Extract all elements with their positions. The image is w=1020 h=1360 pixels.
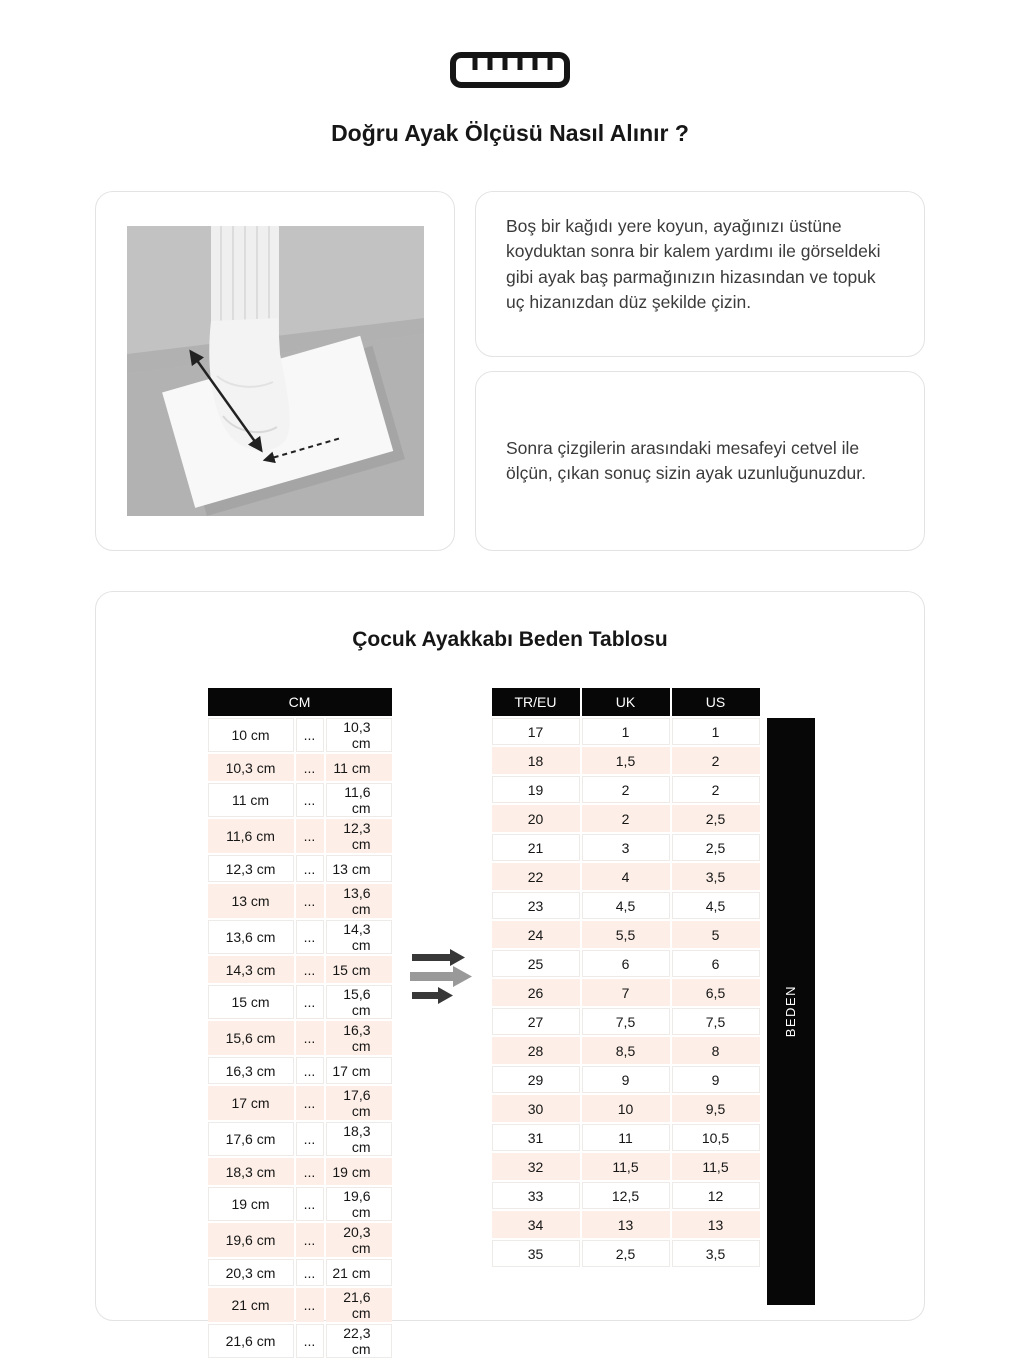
header-icon-wrap bbox=[0, 0, 1020, 90]
us-cell: 8 bbox=[672, 1037, 760, 1064]
cm-from-cell: 17,6 cm bbox=[208, 1122, 294, 1156]
size-table-row bbox=[492, 834, 760, 861]
us-cell: 9 bbox=[672, 1066, 760, 1093]
cm-to-cell: 17,6 cm bbox=[326, 1086, 392, 1120]
cm-to-cell: 14,3 cm bbox=[326, 920, 392, 954]
tr-eu-cell: 22 bbox=[492, 863, 580, 890]
cm-from-cell: 11 cm bbox=[208, 783, 294, 817]
cm-from-cell: 14,3 cm bbox=[208, 956, 294, 983]
cm-table-row bbox=[208, 1057, 392, 1084]
cm-table-row bbox=[208, 783, 392, 817]
us-cell: 3,5 bbox=[672, 863, 760, 890]
uk-cell: 7 bbox=[582, 979, 670, 1006]
tr-eu-cell: 27 bbox=[492, 1008, 580, 1035]
tr-eu-cell: 19 bbox=[492, 776, 580, 803]
size-table-head bbox=[492, 688, 760, 716]
cm-separator-cell: ... bbox=[296, 754, 324, 781]
size-table-row bbox=[492, 1008, 760, 1035]
tr-eu-cell: 30 bbox=[492, 1095, 580, 1122]
cm-to-cell: 11 cm bbox=[326, 754, 392, 781]
cm-from-cell: 21 cm bbox=[208, 1288, 294, 1322]
uk-cell: 7,5 bbox=[582, 1008, 670, 1035]
cm-from-cell: 13,6 cm bbox=[208, 920, 294, 954]
tr-eu-cell: 29 bbox=[492, 1066, 580, 1093]
tr-eu-cell: 28 bbox=[492, 1037, 580, 1064]
cm-separator-cell: ... bbox=[296, 1057, 324, 1084]
cm-table-head bbox=[208, 688, 392, 716]
us-cell: 3,5 bbox=[672, 1240, 760, 1267]
size-table-body bbox=[492, 718, 760, 1267]
uk-cell: 11,5 bbox=[582, 1153, 670, 1180]
uk-cell: 3 bbox=[582, 834, 670, 861]
cm-header-row bbox=[208, 688, 392, 716]
uk-cell: 10 bbox=[582, 1095, 670, 1122]
us-cell: 6 bbox=[672, 950, 760, 977]
instruction-text-1: Boş bir kağıdı yere koyun, ayağınızı üstüne koyduktan sonra bir kalem yardımı ile görseldeki gibi ayak baş parmağınızın hizasından ve topuk uç hizanızdan düz şekilde çizin. bbox=[506, 216, 881, 313]
measurement-photo-card bbox=[95, 191, 455, 551]
instruction-card-1 bbox=[475, 191, 925, 357]
uk-cell: 12,5 bbox=[582, 1182, 670, 1209]
cm-to-cell: 20,3 cm bbox=[326, 1223, 392, 1257]
cm-header-cell: CM bbox=[208, 688, 392, 716]
cm-table-body bbox=[208, 718, 392, 1358]
uk-cell: 13 bbox=[582, 1211, 670, 1238]
tr-eu-cell: 20 bbox=[492, 805, 580, 832]
cm-from-cell: 16,3 cm bbox=[208, 1057, 294, 1084]
cm-from-cell: 15 cm bbox=[208, 985, 294, 1019]
cm-from-cell: 20,3 cm bbox=[208, 1259, 294, 1286]
cm-from-cell: 17 cm bbox=[208, 1086, 294, 1120]
cm-to-cell: 19 cm bbox=[326, 1158, 392, 1185]
uk-cell: 1 bbox=[582, 718, 670, 745]
uk-cell: 6 bbox=[582, 950, 670, 977]
cm-to-cell: 21 cm bbox=[326, 1259, 392, 1286]
cm-separator-cell: ... bbox=[296, 819, 324, 853]
uk-cell: 8,5 bbox=[582, 1037, 670, 1064]
instruction-text-2: Sonra çizgilerin arasındaki mesafeyi cetvel ile ölçün, çıkan sonuç sizin ayak uzunluğunuzdur. bbox=[506, 437, 866, 483]
tr-eu-cell: 18 bbox=[492, 747, 580, 774]
beden-label: BEDEN bbox=[783, 985, 798, 1038]
cm-to-cell: 18,3 cm bbox=[326, 1122, 392, 1156]
cm-table-row bbox=[208, 1086, 392, 1120]
uk-cell: 5,5 bbox=[582, 921, 670, 948]
cm-table-row bbox=[208, 1223, 392, 1257]
cm-table-row bbox=[208, 956, 392, 983]
size-table-title: Çocuk Ayakkabı Beden Tablosu bbox=[352, 628, 668, 651]
cm-separator-cell: ... bbox=[296, 1158, 324, 1185]
size-header-row bbox=[492, 688, 760, 716]
size-table-row bbox=[492, 892, 760, 919]
cm-to-cell: 11,6 cm bbox=[326, 783, 392, 817]
cm-from-cell: 10 cm bbox=[208, 718, 294, 752]
cm-to-cell: 22,3 cm bbox=[326, 1324, 392, 1358]
tr-eu-cell: 24 bbox=[492, 921, 580, 948]
cm-from-cell: 15,6 cm bbox=[208, 1021, 294, 1055]
cm-table bbox=[206, 686, 394, 1360]
instructions-section bbox=[95, 191, 925, 551]
tr-eu-cell: 33 bbox=[492, 1182, 580, 1209]
cm-from-cell: 19,6 cm bbox=[208, 1223, 294, 1257]
tr-eu-cell: 23 bbox=[492, 892, 580, 919]
size-table-row bbox=[492, 863, 760, 890]
size-table-row bbox=[492, 1240, 760, 1267]
us-cell: 2 bbox=[672, 747, 760, 774]
cm-separator-cell: ... bbox=[296, 884, 324, 918]
us-cell: 10,5 bbox=[672, 1124, 760, 1151]
us-header-cell: US bbox=[672, 688, 760, 716]
cm-table-row bbox=[208, 920, 392, 954]
cm-table-row bbox=[208, 1021, 392, 1055]
cm-separator-cell: ... bbox=[296, 920, 324, 954]
cm-table-row bbox=[208, 819, 392, 853]
tr-eu-header-cell: TR/EU bbox=[492, 688, 580, 716]
us-cell: 2,5 bbox=[672, 805, 760, 832]
cm-from-cell: 12,3 cm bbox=[208, 855, 294, 882]
cm-separator-cell: ... bbox=[296, 956, 324, 983]
us-cell: 11,5 bbox=[672, 1153, 760, 1180]
size-table-row bbox=[492, 1211, 760, 1238]
us-cell: 2 bbox=[672, 776, 760, 803]
cm-to-cell: 16,3 cm bbox=[326, 1021, 392, 1055]
uk-cell: 4 bbox=[582, 863, 670, 890]
uk-header-cell: UK bbox=[582, 688, 670, 716]
cm-from-cell: 18,3 cm bbox=[208, 1158, 294, 1185]
size-table-row bbox=[492, 979, 760, 1006]
size-table-card bbox=[95, 591, 925, 1357]
cm-separator-cell: ... bbox=[296, 783, 324, 817]
cm-to-cell: 10,3 cm bbox=[326, 718, 392, 752]
tr-eu-cell: 25 bbox=[492, 950, 580, 977]
cm-separator-cell: ... bbox=[296, 1223, 324, 1257]
cm-from-cell: 13 cm bbox=[208, 884, 294, 918]
cm-table-row bbox=[208, 1158, 392, 1185]
size-table-row bbox=[492, 1066, 760, 1093]
us-cell: 9,5 bbox=[672, 1095, 760, 1122]
cm-to-cell: 15,6 cm bbox=[326, 985, 392, 1019]
us-cell: 5 bbox=[672, 921, 760, 948]
cm-to-cell: 21,6 cm bbox=[326, 1288, 392, 1322]
cm-to-cell: 12,3 cm bbox=[326, 819, 392, 853]
cm-table-row bbox=[208, 985, 392, 1019]
cm-table-row bbox=[208, 1259, 392, 1286]
us-cell: 6,5 bbox=[672, 979, 760, 1006]
tr-eu-cell: 21 bbox=[492, 834, 580, 861]
cm-separator-cell: ... bbox=[296, 1122, 324, 1156]
uk-cell: 9 bbox=[582, 1066, 670, 1093]
tr-eu-cell: 32 bbox=[492, 1153, 580, 1180]
tr-eu-cell: 26 bbox=[492, 979, 580, 1006]
cm-from-cell: 19 cm bbox=[208, 1187, 294, 1221]
size-table-row bbox=[492, 776, 760, 803]
uk-cell: 11 bbox=[582, 1124, 670, 1151]
ruler-icon bbox=[449, 50, 571, 90]
size-tables-row bbox=[96, 686, 924, 1360]
uk-cell: 2 bbox=[582, 776, 670, 803]
cm-from-cell: 11,6 cm bbox=[208, 819, 294, 853]
size-table-row bbox=[492, 950, 760, 977]
uk-cell: 2,5 bbox=[582, 1240, 670, 1267]
us-cell: 2,5 bbox=[672, 834, 760, 861]
cm-to-cell: 13 cm bbox=[326, 855, 392, 882]
foot-on-paper-photo bbox=[127, 226, 424, 516]
uk-cell: 2 bbox=[582, 805, 670, 832]
beden-sidebar bbox=[767, 718, 815, 1305]
cm-table-row bbox=[208, 1288, 392, 1322]
size-table-row bbox=[492, 805, 760, 832]
cm-separator-cell: ... bbox=[296, 1324, 324, 1358]
cm-to-cell: 15 cm bbox=[326, 956, 392, 983]
us-cell: 13 bbox=[672, 1211, 760, 1238]
size-table-row bbox=[492, 1124, 760, 1151]
uk-cell: 1,5 bbox=[582, 747, 670, 774]
uk-cell: 4,5 bbox=[582, 892, 670, 919]
cm-separator-cell: ... bbox=[296, 1187, 324, 1221]
tr-eu-cell: 34 bbox=[492, 1211, 580, 1238]
cm-table-row bbox=[208, 718, 392, 752]
cm-separator-cell: ... bbox=[296, 1288, 324, 1322]
us-cell: 12 bbox=[672, 1182, 760, 1209]
cm-table-row bbox=[208, 1324, 392, 1358]
cm-separator-cell: ... bbox=[296, 1259, 324, 1286]
tr-eu-cell: 17 bbox=[492, 718, 580, 745]
tr-eu-cell: 31 bbox=[492, 1124, 580, 1151]
size-table-row bbox=[492, 718, 760, 745]
size-table-row bbox=[492, 921, 760, 948]
cm-separator-cell: ... bbox=[296, 1086, 324, 1120]
cm-table-row bbox=[208, 855, 392, 882]
cm-table-row bbox=[208, 1187, 392, 1221]
cm-separator-cell: ... bbox=[296, 1021, 324, 1055]
us-cell: 1 bbox=[672, 718, 760, 745]
cm-to-cell: 17 cm bbox=[326, 1057, 392, 1084]
size-table-row bbox=[492, 1182, 760, 1209]
size-table-row bbox=[492, 747, 760, 774]
cm-separator-cell: ... bbox=[296, 855, 324, 882]
size-table-row bbox=[492, 1153, 760, 1180]
cm-table-row bbox=[208, 754, 392, 781]
cm-separator-cell: ... bbox=[296, 985, 324, 1019]
us-cell: 4,5 bbox=[672, 892, 760, 919]
size-table-row bbox=[492, 1037, 760, 1064]
page-title: Doğru Ayak Ölçüsü Nasıl Alınır ? bbox=[331, 120, 689, 146]
instruction-card-2 bbox=[475, 371, 925, 551]
cm-table-row bbox=[208, 884, 392, 918]
us-cell: 7,5 bbox=[672, 1008, 760, 1035]
cm-to-cell: 19,6 cm bbox=[326, 1187, 392, 1221]
tr-eu-cell: 35 bbox=[492, 1240, 580, 1267]
cm-from-cell: 10,3 cm bbox=[208, 754, 294, 781]
cm-separator-cell: ... bbox=[296, 718, 324, 752]
size-conversion-table bbox=[490, 686, 762, 1269]
instruction-column bbox=[475, 191, 925, 551]
size-table-row bbox=[492, 1095, 760, 1122]
cm-from-cell: 21,6 cm bbox=[208, 1324, 294, 1358]
cm-table-row bbox=[208, 1122, 392, 1156]
cm-to-cell: 13,6 cm bbox=[326, 884, 392, 918]
double-arrows-right-icon bbox=[410, 942, 476, 1011]
